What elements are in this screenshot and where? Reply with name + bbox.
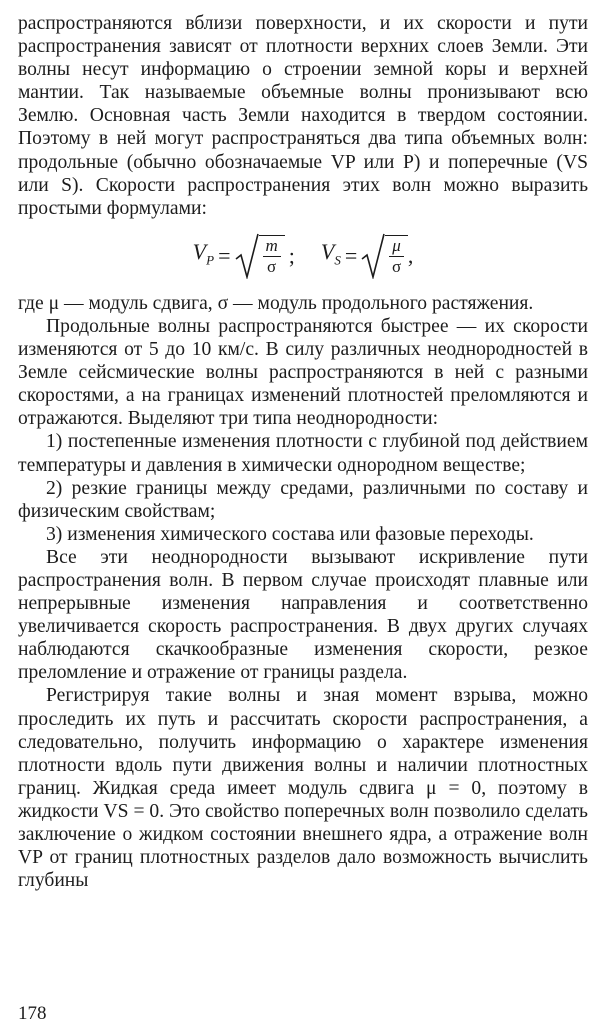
vp-subscript: P	[206, 252, 215, 268]
paragraph-conclusion: Регистрируя такие волны и зная момент взрыва, можно проследить их путь и рассчитать скорости распространения, а следовательно, получить информацию о характере изменения плотности вдоль пути движения волны и наличии плотностных границ. Жидкая среда имеет модуль сдвига μ = 0, поэтому в жидкости VS = 0. Это свойство поперечных волн позволило сделать заключение о жидком состоянии внешнего ядра, а отражение волн VP от границ плотностных разделов дало возможность вычислить глубины	[18, 685, 588, 892]
page-number: 178	[18, 1003, 47, 1024]
vs-symbol: V	[320, 239, 335, 265]
vs-numerator: μ	[389, 236, 404, 257]
paragraph-longitudinal: Продольные волны распространяются быстрее — их скорости изменяются от 5 до 10 км/с. В силу различных неоднородностей в Земле сейсмические волны распространяются в ней с разными скоростями, а на границах изменений плотностей преломляются и отражаются. Выделяют три типа неоднородности:	[18, 315, 588, 430]
formula-vs	[321, 233, 413, 279]
velocity-formulas	[18, 220, 588, 292]
list-item-3: 3) изменения химического состава или фазовые переходы.	[46, 523, 534, 545]
radical-sign-icon	[235, 233, 259, 279]
formula-vp	[193, 233, 321, 279]
formula-end-comma: ,	[407, 243, 414, 269]
vp-equals: =	[218, 243, 231, 269]
paragraph-effects: Все эти неоднородности вызывают искривление пути распространения волн. В первом случае происходят плавные или непрерывные изменения направления и соответственно увеличивается скорость распространения. В двух других случаях наблюдаются скачкообразные изменения скорости, резкое преломление и отражение от границы раздела.	[18, 546, 588, 684]
list-item-2: 2) резкие границы между средами, различными по составу и физическим свойствам;	[18, 477, 588, 522]
vp-symbol: V	[192, 239, 207, 265]
formula-separator: ;	[288, 243, 295, 269]
vs-denominator: σ	[391, 256, 402, 276]
vs-equals: =	[344, 243, 358, 269]
vp-numerator: m	[263, 236, 281, 257]
paragraph-after-formula: где μ — модуль сдвига, σ — модуль продольного растяжения.	[18, 292, 534, 314]
vs-radical	[361, 233, 408, 279]
vp-radical	[235, 233, 285, 279]
radical-sign-icon	[361, 233, 385, 279]
paragraph-intro: распространяются вблизи поверхности, и их скорости и пути распространения зависят от плотности верхних слоев Земли. Эти волны несут информацию о строении земной коры и верхней мантии. Так называемые объемные волны пронизывают всю Землю. Основная часть Земли находится в твердом состоянии. Поэтому в ней могут распространяться два типа объемных волн: продольные (обычно обозначаемые VP или P) и поперечные (VS или S). Скорости распространения этих волн можно выразить простыми формулами:	[18, 13, 588, 219]
vs-fraction	[385, 235, 408, 279]
vp-denominator: σ	[267, 256, 277, 276]
vp-fraction	[259, 235, 285, 279]
page-text	[18, 12, 588, 892]
list-item-1: 1) постепенные изменения плотности с глубиной под действием температуры и давления в химически однородном веществе;	[18, 431, 588, 476]
vs-subscript: S	[334, 252, 341, 268]
